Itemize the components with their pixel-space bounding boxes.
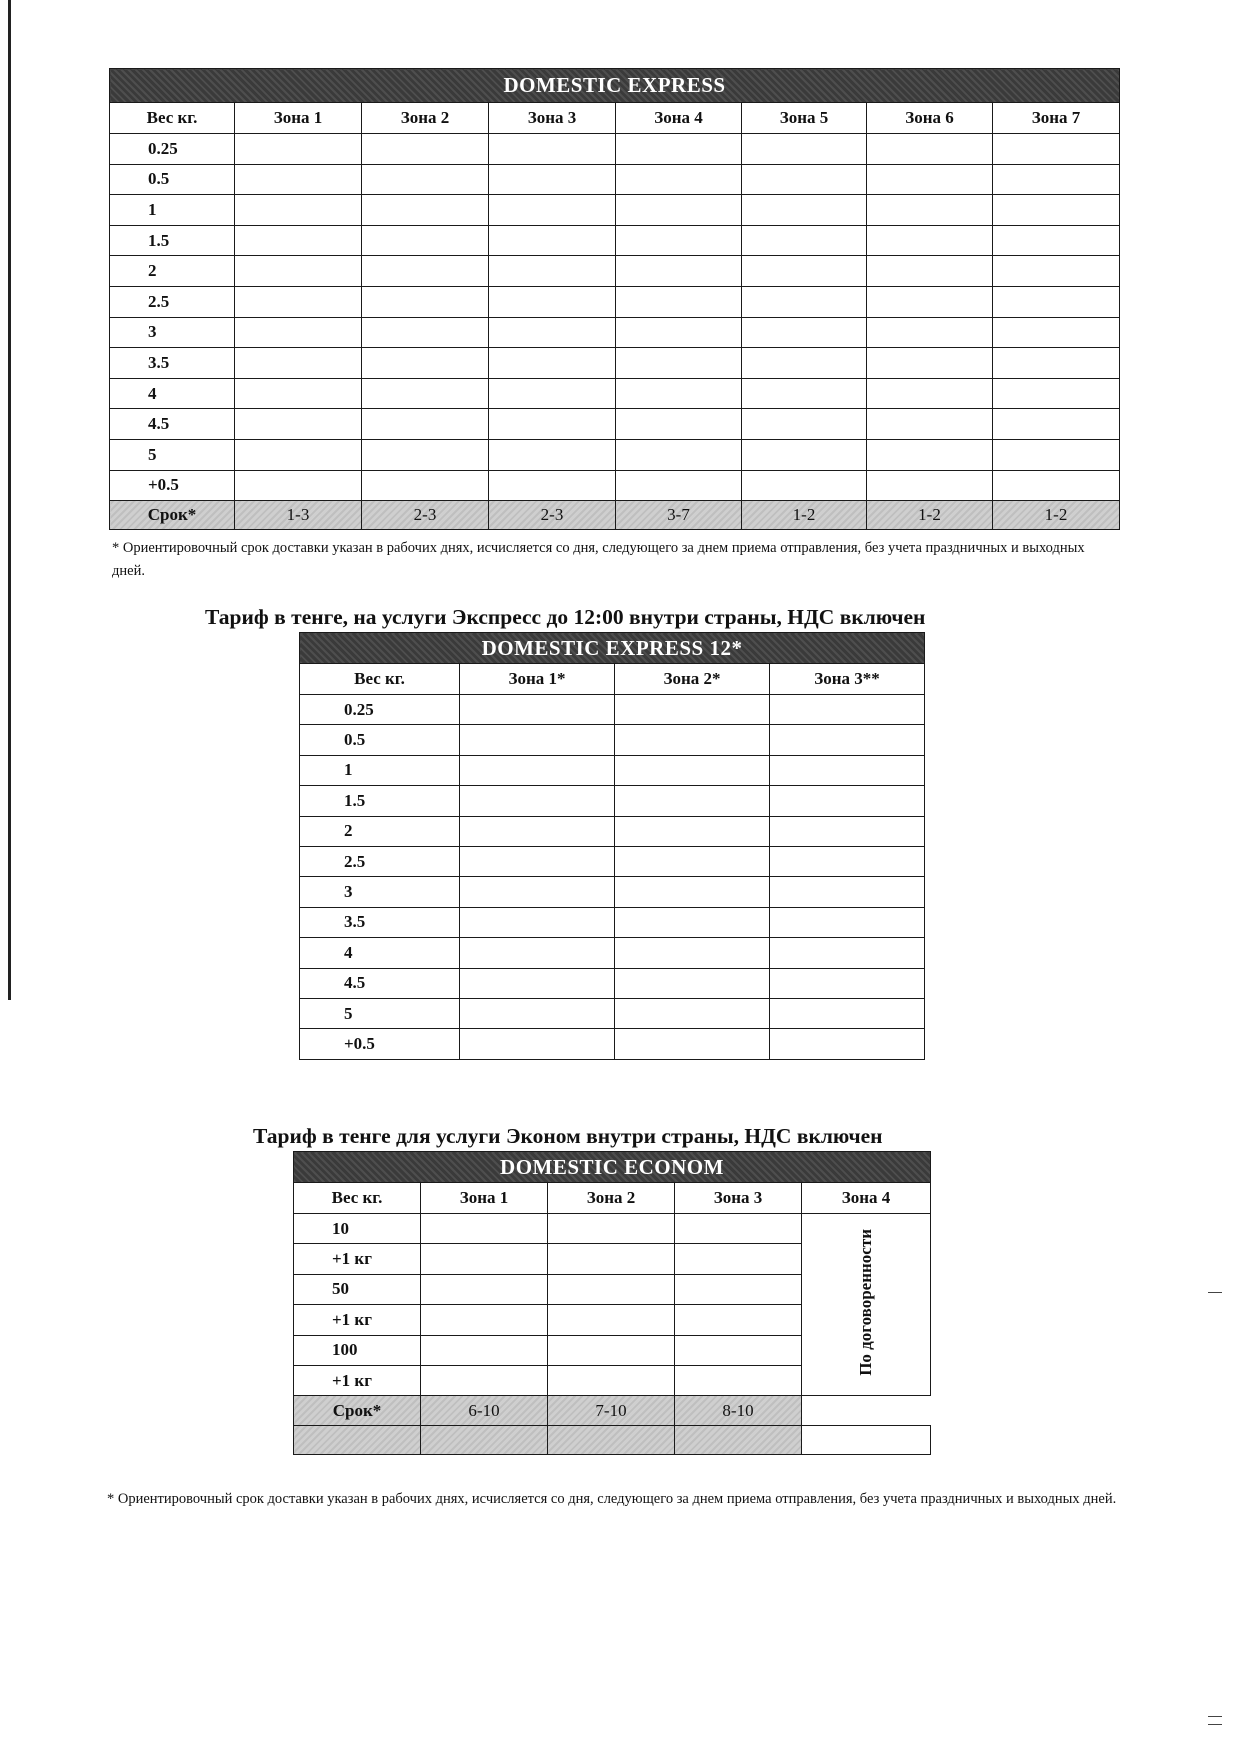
domestic-econom-table: [293, 1151, 931, 1455]
rate-cell: [867, 134, 993, 165]
column-header: Вес кг.: [300, 664, 460, 695]
rate-cell: [362, 195, 489, 226]
rate-cell: [235, 409, 362, 440]
rate-cell: [235, 378, 362, 409]
weight-cell: +0.5: [300, 1029, 460, 1059]
rate-cell: [867, 439, 993, 470]
column-header: Зона 1: [421, 1183, 548, 1214]
rate-cell: [460, 1029, 615, 1059]
rate-cell: [770, 907, 925, 937]
rate-cell: [993, 225, 1120, 256]
table-row: [300, 695, 925, 725]
table-row: [110, 256, 1120, 287]
rate-cell: [489, 164, 616, 195]
delivery-term-note: * Ориентировочный срок доставки указан в рабочих днях, исчисляется со дня, следующего за днем приема отправления, без учета праздничных и выходных дней.: [112, 540, 1085, 579]
rate-cell: [615, 725, 770, 755]
rate-cell: [616, 409, 742, 440]
rate-cell: [742, 470, 867, 501]
express12-heading: Тариф в тенге, на услуги Экспресс до 12:00 внутри страны, НДС включен: [205, 605, 926, 629]
column-header: Зона 4: [802, 1183, 931, 1214]
table-row: [300, 786, 925, 816]
column-header: Зона 3: [675, 1183, 802, 1214]
weight-cell: 50: [294, 1274, 421, 1304]
rate-cell: [548, 1214, 675, 1244]
rate-cell: [993, 409, 1120, 440]
rate-cell: [742, 134, 867, 165]
rate-cell: [993, 317, 1120, 348]
rate-cell: [867, 286, 993, 317]
weight-cell: 4: [110, 378, 235, 409]
column-header: Зона 1*: [460, 664, 615, 695]
table-row: [110, 409, 1120, 440]
rate-cell: [675, 1244, 802, 1274]
delivery-term-note-2: * Ориентировочный срок доставки указан в рабочих днях, исчисляется со дня, следующего за днем приема отправления, без учета праздничных и выходных дней.: [107, 1491, 1117, 1507]
rate-cell: [742, 409, 867, 440]
weight-cell: 1: [300, 755, 460, 785]
rate-cell: [460, 968, 615, 998]
rate-cell: [993, 195, 1120, 226]
domestic-express-table: [109, 68, 1120, 530]
term-cell: 2-3: [362, 501, 489, 530]
rate-cell: [362, 409, 489, 440]
rate-cell: [616, 348, 742, 379]
rate-cell: [867, 195, 993, 226]
rate-cell: [615, 695, 770, 725]
rate-cell: [616, 470, 742, 501]
weight-cell: 0.25: [300, 695, 460, 725]
table-row: [110, 439, 1120, 470]
table-row: [110, 378, 1120, 409]
term-cell: 1-2: [993, 501, 1120, 530]
rate-cell: [489, 348, 616, 379]
table-banner: DOMESTIC EXPRESS 12*: [300, 633, 925, 664]
rate-cell: [362, 225, 489, 256]
term-row: [110, 501, 1120, 530]
rate-cell: [993, 439, 1120, 470]
rate-cell: [867, 348, 993, 379]
rate-cell: [489, 378, 616, 409]
table-row: [110, 286, 1120, 317]
weight-cell: 5: [300, 998, 460, 1028]
rate-cell: [675, 1335, 802, 1365]
table-row: [294, 1214, 931, 1244]
rate-cell: [615, 755, 770, 785]
rate-cell: [489, 256, 616, 287]
table-banner: DOMESTIC ECONOM: [294, 1152, 931, 1183]
rate-cell: [742, 195, 867, 226]
rate-cell: [460, 695, 615, 725]
column-header: Зона 7: [993, 103, 1120, 134]
rate-cell: [362, 378, 489, 409]
rate-cell: [615, 786, 770, 816]
rate-cell: [993, 378, 1120, 409]
weight-cell: 1.5: [300, 786, 460, 816]
rate-cell: [421, 1305, 548, 1335]
rate-cell: [460, 877, 615, 907]
rate-cell: [362, 470, 489, 501]
rate-cell: [548, 1305, 675, 1335]
term-cell: 1-2: [867, 501, 993, 530]
table-banner: DOMESTIC EXPRESS: [110, 69, 1120, 103]
rate-cell: [742, 164, 867, 195]
rate-cell: [460, 998, 615, 1028]
rate-cell: [460, 725, 615, 755]
column-header: Зона 6: [867, 103, 993, 134]
column-header: Зона 2: [362, 103, 489, 134]
domestic-express-12-table: [299, 632, 925, 1060]
rate-cell: [489, 317, 616, 348]
rate-cell: [235, 439, 362, 470]
rate-cell: [362, 439, 489, 470]
rate-cell: [616, 286, 742, 317]
rate-cell: [362, 164, 489, 195]
rate-cell: [421, 1365, 548, 1395]
term-label: Срок*: [110, 501, 235, 530]
rate-cell: [616, 164, 742, 195]
rate-cell: [615, 1029, 770, 1059]
rate-cell: [770, 816, 925, 846]
rate-cell: [362, 256, 489, 287]
rate-cell: [770, 998, 925, 1028]
rate-cell: [421, 1244, 548, 1274]
rate-cell: [362, 348, 489, 379]
rate-cell: [770, 938, 925, 968]
term-label: Срок*: [294, 1396, 421, 1426]
column-header: Вес кг.: [110, 103, 235, 134]
term-row: [294, 1396, 931, 1426]
table-row: [300, 877, 925, 907]
rate-cell: [235, 195, 362, 226]
term-cell: 3-7: [616, 501, 742, 530]
rate-cell: [770, 695, 925, 725]
table-row: [300, 816, 925, 846]
column-header: Зона 4: [616, 103, 742, 134]
rate-cell: [616, 195, 742, 226]
rate-cell: [993, 470, 1120, 501]
rate-cell: [235, 348, 362, 379]
rate-cell: [770, 725, 925, 755]
column-header: Зона 3**: [770, 664, 925, 695]
column-header: Зона 2*: [615, 664, 770, 695]
weight-cell: 0.5: [110, 164, 235, 195]
column-header: Зона 5: [742, 103, 867, 134]
rate-cell: [867, 378, 993, 409]
weight-cell: 10: [294, 1214, 421, 1244]
rate-cell: [742, 225, 867, 256]
term-cell: 6-10: [421, 1396, 548, 1426]
rate-cell: [742, 286, 867, 317]
blank-cell: [802, 1426, 931, 1455]
rate-cell: [235, 256, 362, 287]
blank-cell: [294, 1426, 421, 1455]
rate-cell: [421, 1335, 548, 1365]
column-header: Зона 1: [235, 103, 362, 134]
column-header: Зона 3: [489, 103, 616, 134]
rate-cell: [742, 348, 867, 379]
rate-cell: [615, 877, 770, 907]
rate-cell: [460, 786, 615, 816]
rate-cell: [993, 348, 1120, 379]
rate-cell: [770, 786, 925, 816]
rate-cell: [867, 409, 993, 440]
rate-cell: [460, 755, 615, 785]
weight-cell: +0.5: [110, 470, 235, 501]
zone4-note: По договоренности: [856, 1228, 875, 1376]
page-left-rule: [8, 0, 11, 1000]
rate-cell: [235, 164, 362, 195]
table-row: [300, 998, 925, 1028]
rate-cell: [742, 439, 867, 470]
rate-cell: [867, 256, 993, 287]
rate-cell: [235, 470, 362, 501]
term-cell: 1-2: [742, 501, 867, 530]
rate-cell: [867, 225, 993, 256]
rate-cell: [421, 1274, 548, 1304]
weight-cell: +1 кг: [294, 1365, 421, 1395]
rate-cell: [235, 317, 362, 348]
rate-cell: [548, 1365, 675, 1395]
rate-cell: [489, 286, 616, 317]
blank-cell: [675, 1426, 802, 1455]
term-cell: 1-3: [235, 501, 362, 530]
weight-cell: 4.5: [110, 409, 235, 440]
rate-cell: [489, 409, 616, 440]
rate-cell: [742, 317, 867, 348]
edge-mark: [1208, 1724, 1222, 1725]
rate-cell: [362, 317, 489, 348]
weight-cell: 5: [110, 439, 235, 470]
rate-cell: [867, 164, 993, 195]
table-row: [300, 907, 925, 937]
table-row: [110, 348, 1120, 379]
weight-cell: 4.5: [300, 968, 460, 998]
blank-row: [294, 1426, 931, 1455]
weight-cell: 2: [300, 816, 460, 846]
table-row: [300, 846, 925, 876]
blank-cell: [548, 1426, 675, 1455]
table-row: [110, 164, 1120, 195]
rate-cell: [489, 225, 616, 256]
weight-cell: +1 кг: [294, 1244, 421, 1274]
blank-cell: [421, 1426, 548, 1455]
rate-cell: [770, 877, 925, 907]
rate-cell: [675, 1365, 802, 1395]
rate-cell: [615, 968, 770, 998]
rate-cell: [867, 470, 993, 501]
rate-cell: [616, 439, 742, 470]
term-cell: 7-10: [548, 1396, 675, 1426]
rate-cell: [615, 816, 770, 846]
rate-cell: [460, 938, 615, 968]
rate-cell: [548, 1244, 675, 1274]
edge-mark: [1208, 1716, 1222, 1717]
table-row: [110, 134, 1120, 165]
weight-cell: 1.5: [110, 225, 235, 256]
rate-cell: [548, 1335, 675, 1365]
rate-cell: [770, 846, 925, 876]
table-row: [300, 755, 925, 785]
weight-cell: 1: [110, 195, 235, 226]
econom-heading: Тариф в тенге для услуги Эконом внутри страны, НДС включен: [253, 1124, 883, 1148]
rate-cell: [675, 1305, 802, 1335]
column-header: Вес кг.: [294, 1183, 421, 1214]
weight-cell: 2.5: [110, 286, 235, 317]
table-row: [110, 195, 1120, 226]
rate-cell: [867, 317, 993, 348]
weight-cell: 0.5: [300, 725, 460, 755]
term-cell: 2-3: [489, 501, 616, 530]
rate-cell: [993, 256, 1120, 287]
rate-cell: [489, 134, 616, 165]
rate-cell: [421, 1214, 548, 1244]
table-row: [300, 968, 925, 998]
rate-cell: [460, 816, 615, 846]
weight-cell: 3: [110, 317, 235, 348]
rate-cell: [615, 938, 770, 968]
table-row: [110, 470, 1120, 501]
column-header: Зона 2: [548, 1183, 675, 1214]
weight-cell: 4: [300, 938, 460, 968]
rate-cell: [362, 286, 489, 317]
rate-cell: [548, 1274, 675, 1304]
rate-cell: [235, 286, 362, 317]
rate-cell: [770, 968, 925, 998]
table-row: [300, 1029, 925, 1059]
rate-cell: [615, 907, 770, 937]
rate-cell: [993, 286, 1120, 317]
weight-cell: 2.5: [300, 846, 460, 876]
rate-cell: [616, 225, 742, 256]
rate-cell: [675, 1214, 802, 1244]
rate-cell: [615, 846, 770, 876]
rate-cell: [235, 225, 362, 256]
zone4-cell: [802, 1214, 931, 1396]
term-cell: 8-10: [675, 1396, 802, 1426]
rate-cell: [616, 317, 742, 348]
table-row: [110, 225, 1120, 256]
weight-cell: 2: [110, 256, 235, 287]
weight-cell: 0.25: [110, 134, 235, 165]
rate-cell: [489, 439, 616, 470]
rate-cell: [460, 907, 615, 937]
rate-cell: [489, 195, 616, 226]
rate-cell: [615, 998, 770, 1028]
rate-cell: [770, 755, 925, 785]
rate-cell: [616, 256, 742, 287]
rate-cell: [460, 846, 615, 876]
rate-cell: [770, 1029, 925, 1059]
rate-cell: [993, 164, 1120, 195]
weight-cell: 3: [300, 877, 460, 907]
rate-cell: [616, 378, 742, 409]
weight-cell: 3.5: [300, 907, 460, 937]
table-row: [110, 317, 1120, 348]
rate-cell: [993, 134, 1120, 165]
weight-cell: +1 кг: [294, 1305, 421, 1335]
table-row: [300, 938, 925, 968]
weight-cell: 100: [294, 1335, 421, 1365]
rate-cell: [362, 134, 489, 165]
rate-cell: [675, 1274, 802, 1304]
rate-cell: [616, 134, 742, 165]
rate-cell: [235, 134, 362, 165]
weight-cell: 3.5: [110, 348, 235, 379]
rate-cell: [742, 256, 867, 287]
edge-mark: [1208, 1292, 1222, 1293]
rate-cell: [742, 378, 867, 409]
table-row: [300, 725, 925, 755]
rate-cell: [489, 470, 616, 501]
